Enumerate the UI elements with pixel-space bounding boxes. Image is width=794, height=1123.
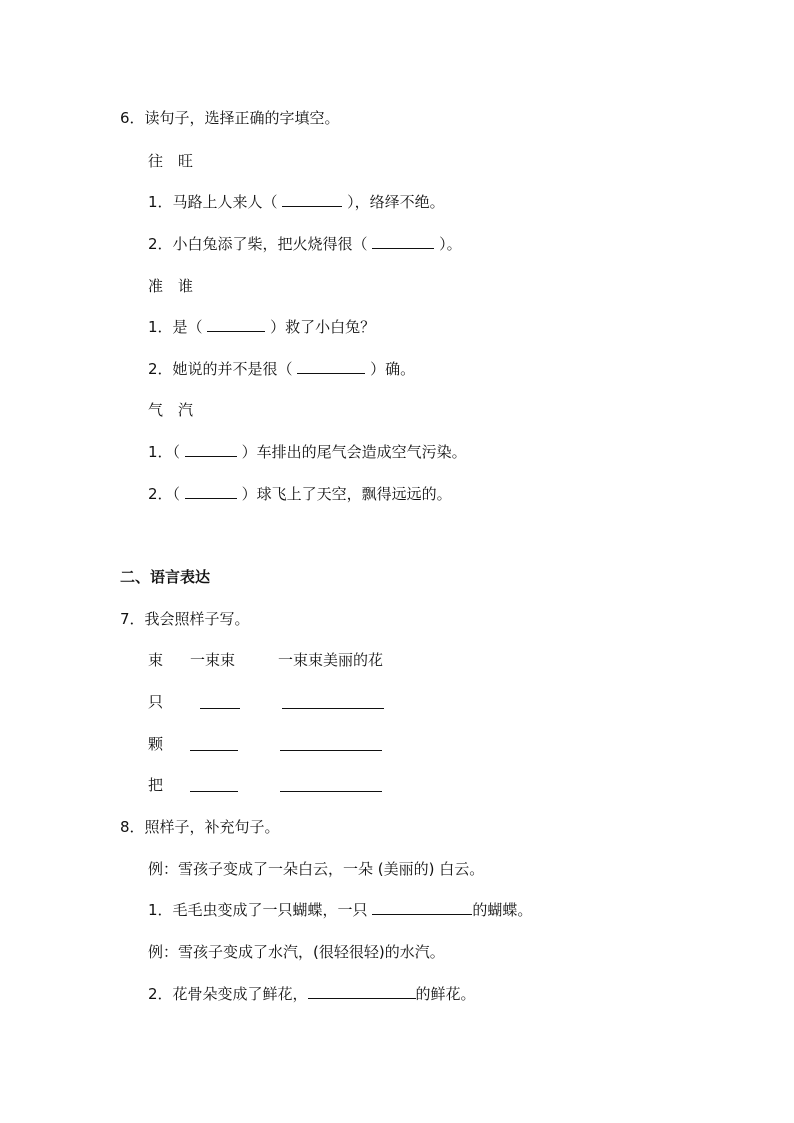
q7-example-word: 束 [148,651,164,669]
q7-example-repeat: 一束束 [190,651,236,669]
sentence-text: 1．是（ [148,318,208,336]
q8-example2: 例：雪孩子变成了水汽，(很轻很轻)的水汽。 [148,943,445,961]
answer-blank[interactable] [185,442,237,457]
q8-heading: 8．照样子，补充句子。 [120,818,280,836]
q6-group2-sentence1 [148,317,375,337]
q8-item1 [148,900,532,920]
answer-blank[interactable] [185,484,237,499]
answer-blank[interactable] [297,359,365,374]
sentence-text: 2．（ [148,485,185,503]
q6-group1-chars: 往 旺 [148,152,194,170]
q7-row-word: 颗 [148,735,164,753]
sentence-text: ）确。 [365,360,416,378]
sentence-text: 1．马路上人来人（ [148,193,283,211]
q8-example1: 例：雪孩子变成了一朵白云，一朵 (美丽的) 白云。 [148,860,485,878]
answer-blank[interactable] [282,192,342,207]
sentence-text: ）。 [434,235,462,253]
answer-blank[interactable] [282,708,384,709]
answer-blank[interactable] [200,708,240,709]
sentence-text: 1．毛毛虫变成了一只蝴蝶，一只 [148,901,373,919]
sentence-text: ），络绎不绝。 [342,193,445,211]
answer-blank[interactable] [372,234,434,249]
sentence-text: 2．花骨朵变成了鲜花， [148,985,308,1003]
sentence-text: ）车排出的尾气会造成空气污染。 [236,443,467,461]
q7-row-word: 把 [148,776,164,794]
sentence-text: ）救了小白兔？ [265,318,376,336]
q6-group2-sentence2 [148,359,415,379]
sentence-text: ）球飞上了天空，飘得远远的。 [236,485,452,503]
q6-group1-sentence1 [148,192,445,212]
q7-heading: 7．我会照样子写。 [120,610,250,628]
q6-heading: 6．读句子，选择正确的字填空。 [120,109,340,127]
q7-row-word: 只 [148,693,164,711]
q8-item2 [148,984,476,1004]
answer-blank[interactable] [190,750,238,751]
sentence-text: 2．她说的并不是很（ [148,360,298,378]
q6-group3-chars: 气 汽 [148,401,194,419]
sentence-text: 的蝴蝶。 [472,901,533,919]
answer-blank[interactable] [280,750,382,751]
section-title: 二、语言表达 [120,568,211,586]
q6-group3-sentence2 [148,484,452,504]
answer-blank[interactable] [372,900,472,915]
answer-blank[interactable] [280,791,382,792]
sentence-text: 2．小白兔添了柴，把火烧得很（ [148,235,373,253]
answer-blank[interactable] [308,984,416,999]
q7-example-phrase: 一束束美丽的花 [278,651,384,669]
sentence-text: 的鲜花。 [415,985,476,1003]
answer-blank[interactable] [190,791,238,792]
q6-group1-sentence2 [148,234,462,254]
answer-blank[interactable] [207,317,265,332]
q6-group3-sentence1 [148,442,467,462]
q6-group2-chars: 准 谁 [148,277,194,295]
sentence-text: 1．（ [148,443,185,461]
